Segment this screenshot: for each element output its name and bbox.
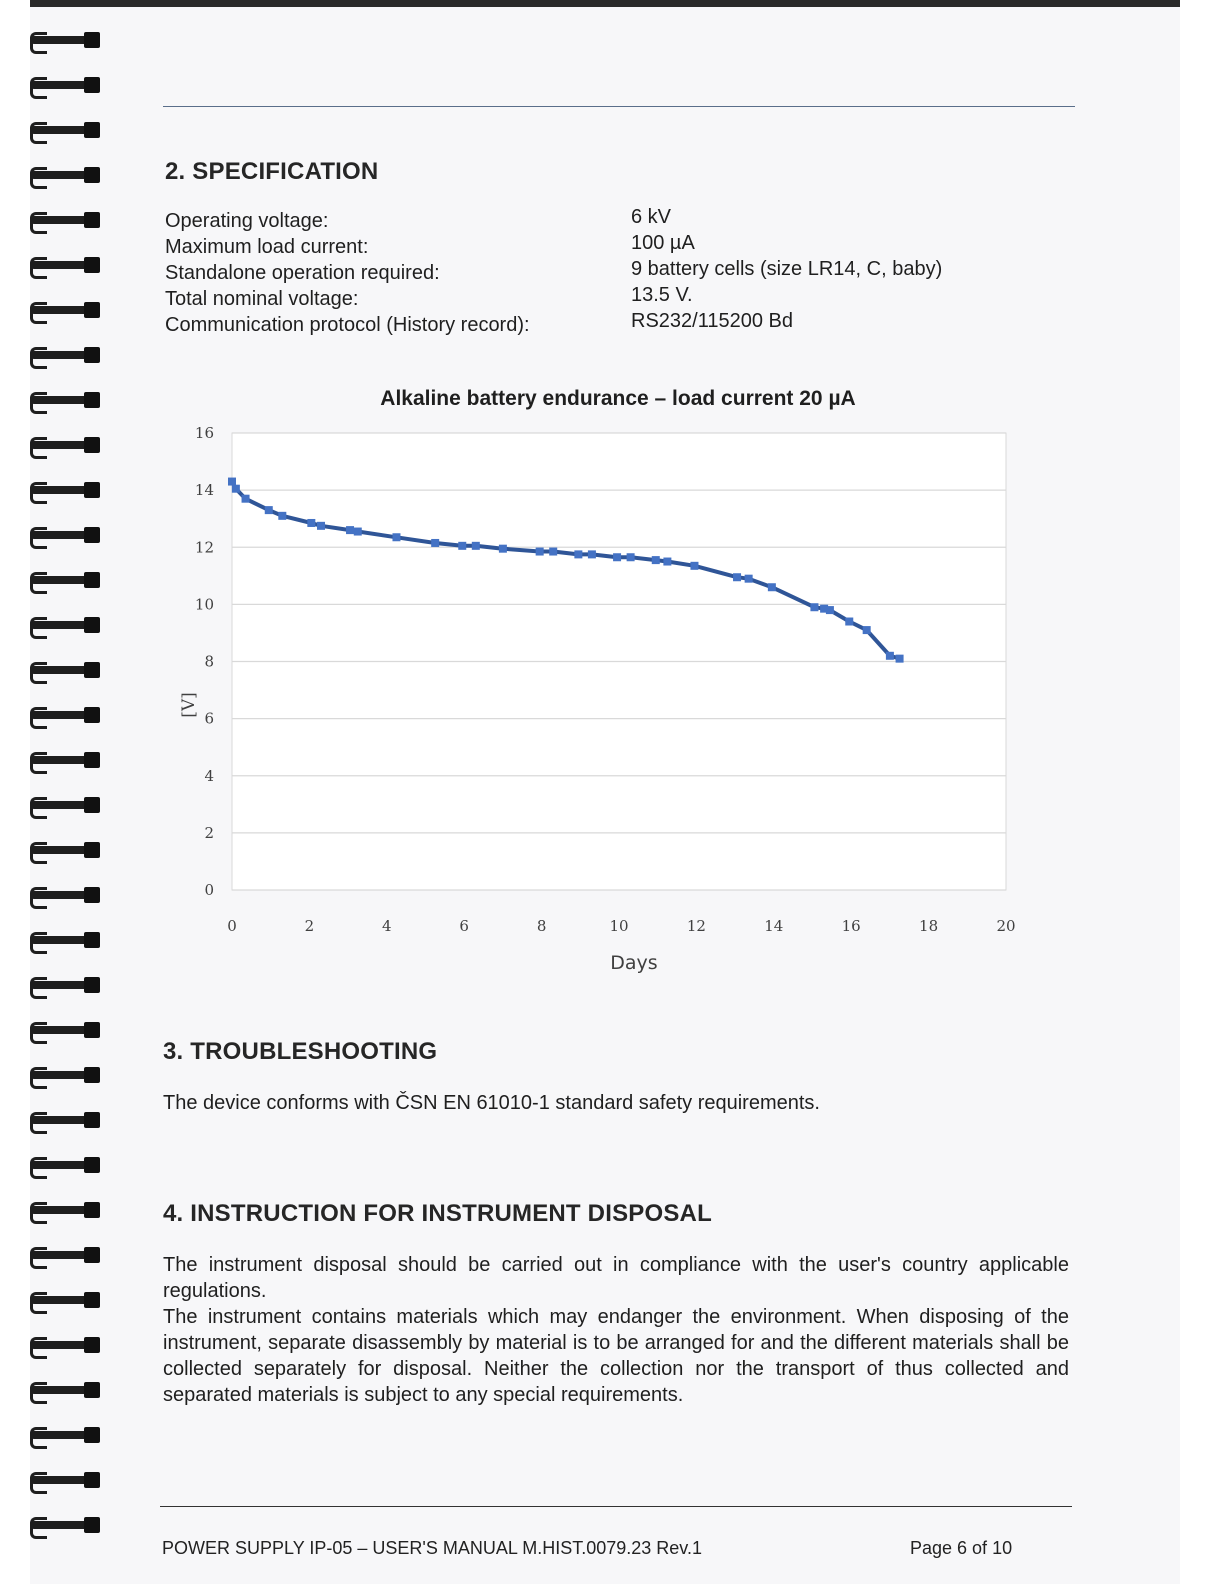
spiral-ring bbox=[28, 1470, 102, 1492]
x-tick-label: 12 bbox=[686, 917, 706, 935]
data-point bbox=[886, 652, 894, 660]
spiral-ring bbox=[28, 1290, 102, 1312]
chart-title: Alkaline battery endurance – load current 20 µA bbox=[380, 387, 856, 410]
data-point bbox=[307, 519, 315, 527]
y-tick-label: 12 bbox=[194, 538, 214, 557]
data-point bbox=[346, 526, 354, 534]
data-point bbox=[265, 506, 273, 514]
disposal-paragraph: The instrument disposal should be carried out in compliance with the user's country applicable regulations. bbox=[163, 1254, 1069, 1302]
spec-value: 100 µA bbox=[631, 232, 695, 254]
spec-value: 9 battery cells (size LR14, C, baby) bbox=[631, 258, 943, 280]
data-point bbox=[810, 603, 818, 611]
y-tick-label: 14 bbox=[194, 481, 214, 500]
specification-heading: 2. SPECIFICATION bbox=[165, 158, 379, 185]
data-point bbox=[392, 533, 400, 541]
y-tick-label: 8 bbox=[204, 652, 214, 671]
data-point bbox=[663, 558, 671, 566]
y-axis-label: [V] bbox=[179, 692, 199, 718]
data-point bbox=[690, 562, 698, 570]
disposal-paragraph: The instrument contains materials which may endanger the environment. When disposing of the instrument, separate disassembly by material is to be arranged for and the different materials shall be collected separately for disposal. Neither the collection nor the transport of thus collected and separated materials is subject to any special requirements. bbox=[163, 1306, 1069, 1406]
spiral-ring bbox=[28, 1245, 102, 1267]
spiral-ring bbox=[28, 1155, 102, 1177]
data-point bbox=[549, 548, 557, 556]
data-point bbox=[242, 495, 250, 503]
data-point bbox=[768, 583, 776, 591]
disposal-heading: 4. INSTRUCTION FOR INSTRUMENT DISPOSAL bbox=[163, 1200, 712, 1227]
data-point bbox=[863, 626, 871, 634]
spec-value: 13.5 V. bbox=[631, 284, 693, 306]
x-tick-label: 18 bbox=[919, 917, 939, 935]
troubleshooting-text: The device conforms with ČSN EN 61010-1 standard safety requirements. bbox=[163, 1092, 820, 1114]
spiral-ring bbox=[28, 1110, 102, 1132]
spiral-ring bbox=[28, 1335, 102, 1357]
spiral-ring bbox=[28, 1200, 102, 1222]
x-tick-label: 2 bbox=[304, 917, 315, 935]
y-tick-label: 2 bbox=[204, 823, 214, 842]
x-tick-label: 10 bbox=[609, 917, 629, 935]
footer-rule bbox=[160, 1506, 1072, 1507]
x-tick-label: 14 bbox=[764, 917, 784, 935]
y-tick-label: 10 bbox=[194, 595, 214, 614]
data-point bbox=[354, 528, 362, 536]
data-point bbox=[458, 542, 466, 550]
data-point bbox=[472, 542, 480, 550]
data-point bbox=[232, 485, 240, 493]
data-point bbox=[228, 478, 236, 486]
data-point bbox=[499, 545, 507, 553]
data-point bbox=[431, 539, 439, 547]
data-point bbox=[627, 553, 635, 561]
y-tick-label: 16 bbox=[194, 424, 214, 442]
spiral-ring bbox=[28, 1425, 102, 1447]
spec-label: Communication protocol (History record): bbox=[165, 314, 530, 336]
data-point bbox=[536, 548, 544, 556]
data-point bbox=[588, 550, 596, 558]
x-tick-label: 16 bbox=[841, 917, 861, 935]
data-point bbox=[845, 618, 853, 626]
spiral-ring bbox=[28, 1065, 102, 1087]
data-point bbox=[896, 655, 904, 663]
y-tick-label: 4 bbox=[204, 766, 214, 785]
spiral-ring bbox=[28, 1380, 102, 1402]
x-tick-label: 6 bbox=[459, 917, 469, 935]
troubleshooting-heading: 3. TROUBLESHOOTING bbox=[163, 1038, 438, 1065]
footer-manual-title: POWER SUPPLY IP-05 – USER'S MANUAL M.HIST.0079.23 Rev.1 bbox=[162, 1538, 702, 1558]
data-point bbox=[613, 553, 621, 561]
x-axis-label: Days bbox=[610, 952, 658, 974]
spec-label: Maximum load current: bbox=[165, 236, 369, 258]
x-tick-label: 4 bbox=[382, 917, 392, 935]
x-tick-label: 0 bbox=[227, 917, 237, 935]
footer-page-number: Page 6 of 10 bbox=[910, 1538, 1013, 1558]
data-point bbox=[745, 575, 753, 583]
x-tick-label: 20 bbox=[996, 917, 1016, 935]
spiral-ring bbox=[28, 1515, 102, 1537]
spiral-ring bbox=[28, 1020, 102, 1042]
data-point bbox=[733, 573, 741, 581]
data-point bbox=[317, 522, 325, 530]
x-tick-label: 8 bbox=[536, 917, 547, 935]
spec-label: Operating voltage: bbox=[165, 210, 329, 232]
y-tick-label: 0 bbox=[204, 881, 214, 899]
spec-value: 6 kV bbox=[631, 206, 672, 228]
chart-grid bbox=[232, 433, 1006, 890]
y-tick-label: 6 bbox=[204, 709, 214, 728]
spec-label: Total nominal voltage: bbox=[165, 288, 359, 310]
data-point bbox=[652, 556, 660, 564]
spec-value: RS232/115200 Bd bbox=[631, 310, 793, 332]
data-point bbox=[278, 512, 286, 520]
spec-label: Standalone operation required: bbox=[165, 262, 440, 284]
data-point bbox=[826, 606, 834, 614]
data-point bbox=[574, 550, 582, 558]
